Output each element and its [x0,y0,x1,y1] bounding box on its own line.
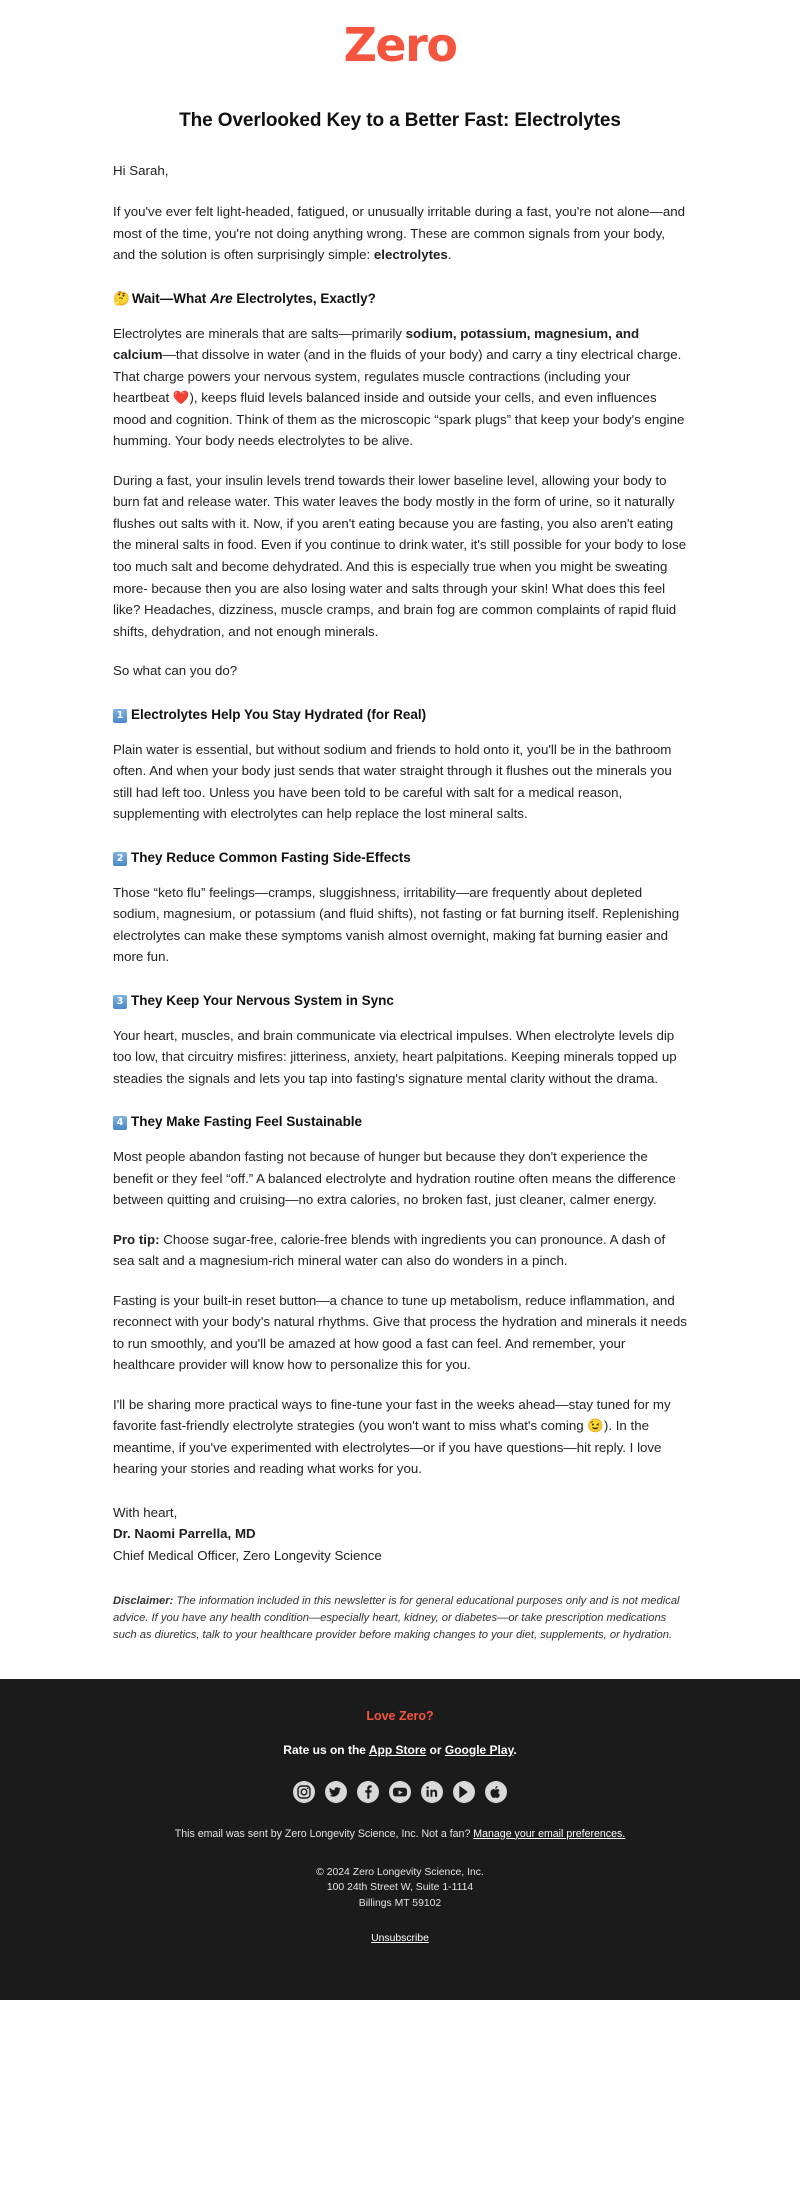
paragraph-run: —that dissolve in water (and in the fluids of your body) and carry a tiny electrical charge. That charge powers your nervous system, regulates muscle contractions (including your heartbeat ❤️), keeps fluid levels balanced inside and outside your cells, and even influences mood and cognition. Think of them as the microscopic “spark plugs” that keep your body's engine humming. Your body needs electrolytes to be alive. [113,347,685,449]
intro-part-2: . [447,247,452,263]
disclaimer-text [113,1593,687,1645]
rate-mid: or [426,1742,445,1757]
greeting-text: Hi Sarah, [113,162,169,178]
section-number-badge: 1 [113,709,127,723]
apple-icon[interactable] [485,1781,507,1803]
address-line-1: 100 24th Street W, Suite 1-1114 [326,1882,474,1894]
copyright-text: © 2024 Zero Longevity Science, Inc. [316,1866,484,1878]
rate-suffix: . [513,1742,517,1757]
paragraph-run: Plain water is essential, but without sodium and friends to hold onto it, you'll be in the bathroom often. And when your body just sends that water straight through it flushes out the minerals you still had left too. Unless you have been told to be careful with salt for a medical reason, supplementing with electrolytes can help replace the lost mineral salts. [113,741,672,822]
paragraph-run: I'll be sharing more practical ways to fine-tune your fast in the weeks ahead—stay tuned for my favorite fast-friendly electrolyte strategies (you won't want to miss what's coming 😉). In the meantime, if you've experimented with electrolytes—or if you have questions—hit reply. I love hearing your stories and reading what works for you. [113,1396,671,1477]
intro-part-1: If you've ever felt light-headed, fatigued, or unusually irritable during a fast, you're not alone—and most of the time, you're not doing anything wrong. These are common signals from your body, and the solution is often surprisingly simple: [113,204,686,263]
section-paragraph [113,660,687,682]
section-heading [113,706,687,725]
signature-role: Chief Medical Officer, Zero Longevity Science [113,1548,382,1563]
section-number-badge: 4 [113,1116,127,1130]
twitter-icon[interactable] [325,1781,347,1803]
article-sections [113,290,687,1480]
section-paragraph [113,739,687,825]
section-paragraph [113,1394,687,1480]
section-heading [113,1113,687,1132]
footer-love-heading: Love Zero? [366,1708,434,1723]
intro-paragraph [113,201,687,266]
section-heading-text: Electrolytes Help You Stay Hydrated (for Real) [131,706,427,722]
section-paragraph [113,1146,687,1211]
section-heading-text-end: Electrolytes, Exactly? [232,290,376,306]
youtube-icon[interactable] [389,1781,411,1803]
linkedin-icon[interactable] [421,1781,443,1803]
logo-bar [0,0,800,86]
section-heading [113,290,687,309]
paragraph-bold-run: Pro tip: [113,1231,160,1247]
section-heading-text: They Reduce Common Fasting Side-Effects [131,849,411,865]
signature-block [113,1502,687,1567]
section-paragraph [113,1025,687,1090]
section-paragraph [113,323,687,452]
paragraph-run: Your heart, muscles, and brain communicate via electrical impulses. When electrolyte levels dip too low, that circuitry misfires: jitteriness, anxiety, heart palpitations. Keeping minerals topped up steadies the signals and lets you tap into fasting's signature mental clarity without the drama. [113,1027,677,1086]
section-paragraph [113,1290,687,1376]
intro-bold: electrolytes [373,247,448,263]
paragraph-run: So what can you do? [113,663,238,679]
app-store-link[interactable]: App Store [368,1742,427,1757]
facebook-icon[interactable] [357,1781,379,1803]
address-line-2: Billings MT 59102 [358,1897,442,1909]
rate-prefix: Rate us on the [283,1742,369,1757]
google-play-icon[interactable] [453,1781,475,1803]
section-heading [113,849,687,868]
paragraph-run: Most people abandon fasting not because of hunger but because they don't experience the benefit or they feel “off.” A balanced electrolyte and hydration routine often means the difference between quitting and cruising—no extra calories, no broken fast, just cleaner, calmer energy. [113,1149,676,1208]
disclaimer-label: Disclaimer: [113,1594,174,1607]
footer-rate-line [60,1743,740,1757]
paragraph-run: Fasting is your built-in reset button—a chance to tune up metabolism, reduce inflammation, and reconnect with your body's natural rhythms. Give that process the hydration and minerals it needs to run smoothly, and you'll be amazed at how good a fast can feel. And remember, your healthcare provider will know how to personalize this for you. [113,1292,687,1373]
paragraph-run: During a fast, your insulin levels trend towards their lower baseline level, allowing your body to burn fat and release water. This water leaves the body mostly in the form of urine, so it naturally flushes out salts with it. Now, if you aren't eating because you are fasting, you also aren't eating the mineral salts in food. Even if you continue to drink water, it's still possible for your body to lose too much salt and become dehydrated. And this is especially true when you might be sweating more- because then you are also losing water and salts through your skin! What does this feel like? Headaches, dizziness, muscle cramps, and brain fog are common complaints of rapid fluid shifts, dehydration, and not enough minerals. [113,472,687,639]
section-heading-text: They Keep Your Nervous System in Sync [131,992,394,1008]
section-heading [113,992,687,1011]
section-heading-text: They Make Fasting Feel Sustainable [131,1114,363,1130]
section-number-badge: 2 [113,852,127,866]
paragraph-bold-run: sodium, potassium, magnesium, and calcium [113,325,640,363]
google-play-link[interactable]: Google Play [444,1742,514,1757]
section-paragraph [113,470,687,642]
unsubscribe-row [60,1933,740,1944]
email-content [0,108,800,1645]
instagram-icon[interactable] [293,1781,315,1803]
section-paragraph [113,882,687,968]
paragraph-run: Electrolytes are minerals that are salts—primarily [113,325,406,341]
social-links-row [60,1781,740,1803]
signature-name: Dr. Naomi Parrella, MD [113,1526,256,1542]
signature-closing: With heart, [113,1504,178,1520]
paragraph-run: Choose sugar-free, calorie-free blends with ingredients you can pronounce. A dash of sea salt and a magnesium-rich mineral water can also do wonders in a pinch. [113,1231,666,1269]
thinking-face-icon: 🤔 [113,290,130,307]
zero-logo[interactable]: Zero [343,18,457,72]
page-title: The Overlooked Key to a Better Fast: Electrolytes [179,110,621,131]
unsubscribe-link[interactable]: Unsubscribe [371,1933,429,1945]
footer-note [60,1827,740,1843]
section-paragraph [113,1229,687,1272]
section-heading-emphasis: Are [210,290,233,306]
disclaimer-body: The information included in this newsletter is for general educational purposes only and is not medical advice. If you have any health condition—especially heart, kidney, or diabetes—or take prescription medications such as diuretics, talk to your healthcare provider before making changes to your diet, supplements, or hydration. [113,1594,680,1642]
paragraph-run: Those “keto flu” feelings—cramps, sluggishness, irritability—are frequently about depleted sodium, magnesium, or potassium (and fluid shifts), not fasting or fat burning itself. Replenishing electrolytes can make these symptoms vanish almost overnight, making fat burning easier and more fun. [113,884,680,965]
footer-address [60,1865,740,1912]
section-heading-text: Wait—What [131,290,211,306]
footer-note-text: This email was sent by Zero Longevity Science, Inc. Not a fan? [174,1827,474,1840]
email-footer [0,1679,800,2001]
manage-preferences-link[interactable]: Manage your email preferences. [473,1827,626,1840]
section-number-badge: 3 [113,995,127,1009]
